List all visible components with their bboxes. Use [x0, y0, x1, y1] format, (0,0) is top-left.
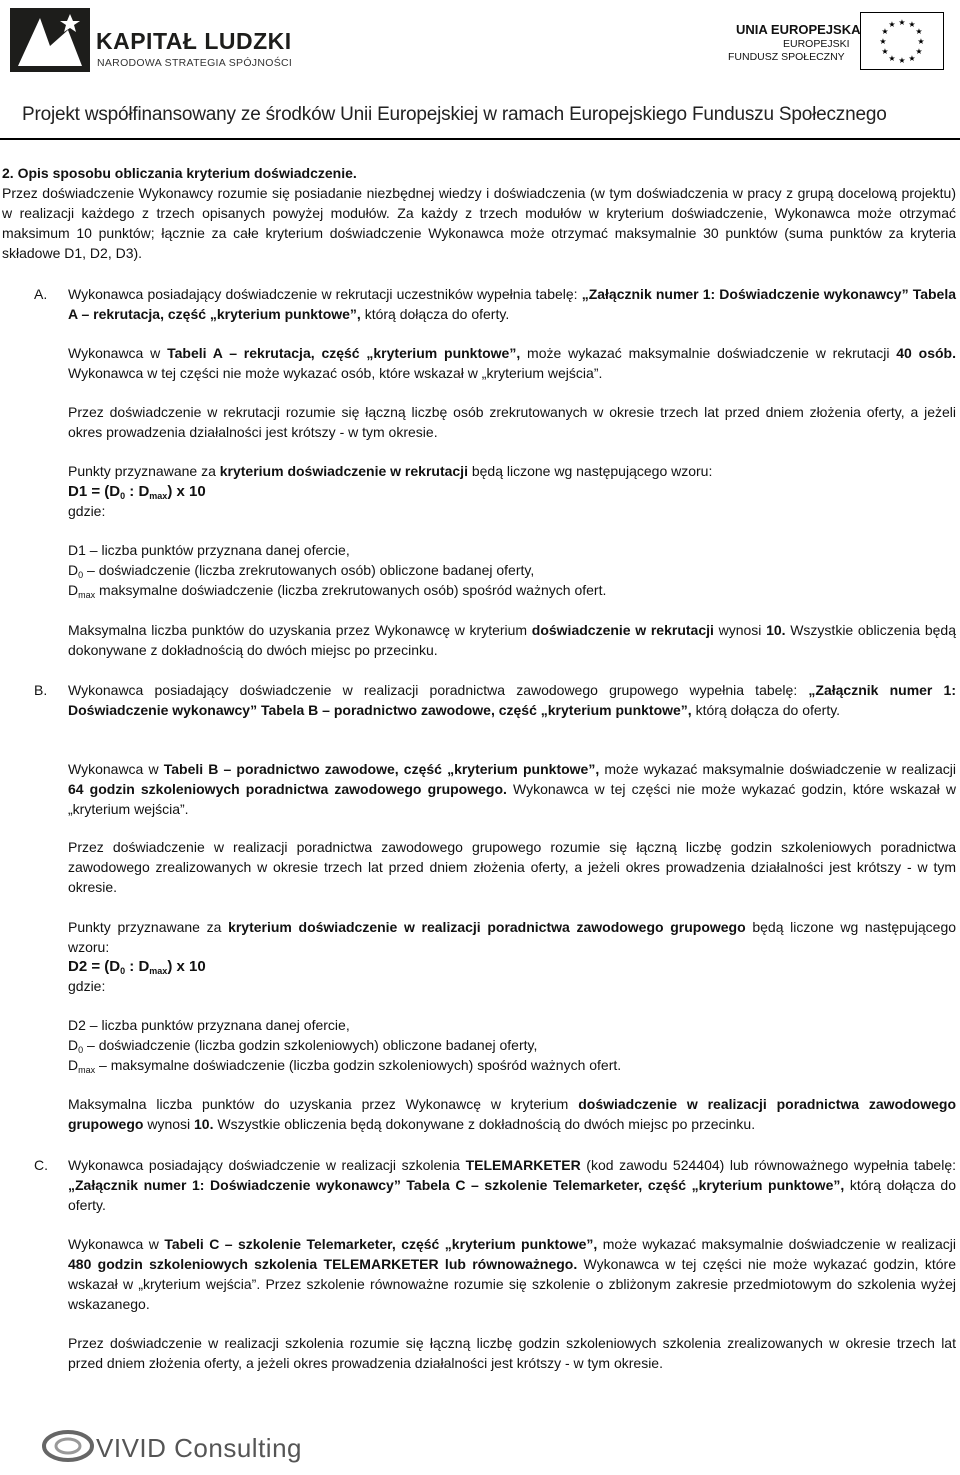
kapital-ludzki-subtitle: NARODOWA STRATEGIA SPÓJNOŚCI — [97, 57, 293, 69]
b-paragraph-2: Wykonawca w Tabeli B – poradnictwo zawodowe, część „kryterium punktowe”, może wykazać maksymalnie doświadczenie w realizacji 64 godzin szkoleniowych poradnictwa zawodowego grupowego. Wykonawca w tej części nie może wykazać godzin, które wskazał w „kryterium wejścia”. — [68, 761, 957, 817]
b-def-d2: D2 – liczba punktów przyznana danej ofercie, — [68, 1017, 350, 1033]
a-def-d0: $D_0$ – doświadczenie (liczba zrekrutowanych osób) obliczone badanej oferty, — [68, 562, 535, 580]
c-paragraph-2: Wykonawca w Tabeli C – szkolenie Telemarketer, część „kryterium punktowe”, może wykazać maksymalnie doświadczenie w realizacji 480 godzin szkoleniowych szkolenia TELEMARKETER lub równoważnego. Wykonawca w tej części nie może wykazać godzin, które wskazał w „kryterium wejścia”. Przez szkolenie równoważne rozumie się szkolenie o zbliżonym zakresie przedmiotowym do szkolenia wyżej wskazanego. — [68, 1236, 957, 1312]
project-cofinancing-line: Projekt współfinansowany ze środków Unii Europejskiej w ramach Europejskiego Funduszu Społecznego — [22, 104, 887, 125]
eu-label-line3: FUNDUSZ SPOŁECZNY — [728, 51, 845, 63]
b-def-d0: $D_0$ – doświadczenie (liczba godzin szkoleniowych) obliczone badanej oferty, — [68, 1037, 538, 1055]
a-paragraph-5: Maksymalna liczba punktów do uzyskania przez Wykonawcę w kryterium doświadczenie w rekrutacji wynosi 10. Wszystkie obliczenia będą dokonywane z dokładnością do dwóch miejsc po przecinku. — [68, 622, 956, 658]
svg-text:★: ★ — [881, 47, 889, 56]
item-label-a: A. — [34, 286, 48, 302]
svg-text:★: ★ — [881, 27, 889, 36]
svg-text:★: ★ — [915, 47, 923, 56]
item-label-c: C. — [34, 1157, 48, 1173]
c-paragraph-1: Wykonawca posiadający doświadczenie w realizacji szkolenia TELEMARKETER (kod zawodu 524404) lub równoważnego wypełnia tabelę: „Załącznik numer 1: Doświadczenie wykonawcy” Tabela C – szkolenie Telemarketer, część „kryterium punktowe”, którą dołącza do oferty. — [68, 1157, 957, 1213]
header-divider — [0, 138, 960, 140]
a-gdzie: gdzie: — [68, 503, 106, 519]
svg-text:★: ★ — [888, 20, 896, 29]
b-formula: $D2 = (D_0$ : $D_{max}$) x 10 — [68, 958, 206, 976]
b-def-dmax: $D_{max}$ – maksymalne doświadczenie (liczba godzin szkoleniowych) spośród ważnych ofert. — [68, 1057, 622, 1075]
item-label-b: B. — [34, 682, 48, 698]
a-def-d1: D1 – liczba punktów przyznana danej ofercie, — [68, 542, 350, 558]
a-paragraph-2: Wykonawca w Tabeli A – rekrutacja, część „kryterium punktowe”, może wykazać maksymalnie doświadczenie w rekrutacji 40 osób. Wykonawca w tej części nie może wykazać osób, które wskazał w „kryterium wejścia”. — [68, 345, 956, 381]
svg-text:★: ★ — [908, 20, 916, 29]
eu-flag-icon — [860, 12, 944, 70]
a-paragraph-1: Wykonawca posiadający doświadczenie w rekrutacji uczestników wypełnia tabelę: „Załącznik numer 1: Doświadczenie wykonawcy” Tabela A – rekrutacja, część „kryterium punktowe”, którą dołącza do oferty. — [68, 286, 957, 322]
svg-text:★: ★ — [908, 54, 916, 63]
a-paragraph-3: Przez doświadczenie w rekrutacji rozumie się łączną liczbę osób zrekrutowanych w okresie trzech lat przed dniem złożenia oferty, a jeżeli okres prowadzenia działalności jest krótszy - w tym okresie. — [68, 404, 956, 440]
svg-text:★: ★ — [888, 54, 896, 63]
svg-text:★: ★ — [915, 27, 923, 36]
b-paragraph-3: Przez doświadczenie w realizacji poradnictwa zawodowego grupowego rozumie się łączną liczbę godzin szkoleniowych poradnictwa zawodowego zrealizowanych w okresie trzech lat przed dniem złożenia oferty, a jeżeli okres prowadzenia działalności jest krótszy - w tym okresie. — [68, 839, 956, 895]
eu-label-line2: EUROPEJSKI — [783, 38, 850, 50]
section-heading: 2. Opis sposobu obliczania kryterium doświadczenie. — [2, 165, 357, 181]
vivid-consulting-logo-icon — [40, 1426, 100, 1466]
a-def-dmax: $D_{max}$ maksymalne doświadczenie (liczba zrekrutowanych osób) spośród ważnych ofert. — [68, 582, 607, 600]
b-paragraph-4: Punkty przyznawane za kryterium doświadczenie w realizacji poradnictwa zawodowego grupowego będą liczone wg następującego wzoru: — [68, 919, 957, 955]
svg-text:★: ★ — [898, 18, 906, 27]
a-formula: $D1 = (D_0$ : $D_{max}$) x 10 — [68, 483, 206, 501]
eu-label-line1: UNIA EUROPEJSKA — [736, 22, 861, 37]
svg-text:★: ★ — [917, 37, 925, 46]
vivid-consulting-text: VIVID Consulting — [96, 1433, 302, 1463]
kapital-ludzki-title: KAPITAŁ LUDZKI — [96, 28, 292, 54]
a-paragraph-4: Punkty przyznawane za kryterium doświadczenie w rekrutacji będą liczone wg następującego wzoru: — [68, 463, 713, 479]
section-intro: Przez doświadczenie Wykonawcy rozumie się posiadanie niezbędnej wiedzy i doświadczenia (w tym doświadczenia w pracy z grupą docelową projektu) w realizacji każdego z trzech opisanych powyżej modułów. Za każdy z trzech modułów w kryterium doświadczenie, Wykonawca może otrzymać maksimum 10 punktów; łącznie za całe kryterium doświadczenie Wykonawca może otrzymać maksymalnie 30 punktów (suma punktów za kryteria składowe D1, D2, D3). — [2, 185, 956, 261]
b-paragraph-1: Wykonawca posiadający doświadczenie w realizacji poradnictwa zawodowego grupowego wypełnia tabelę: „Załącznik numer 1: Doświadczenie wykonawcy” Tabela B – poradnictwo zawodowe, część „kryterium punktowe”, którą dołącza do oferty. — [68, 682, 956, 718]
c-paragraph-3: Przez doświadczenie w realizacji szkolenia rozumie się łączną liczbę godzin szkoleniowych szkolenia zrealizowanych w okresie trzech lat przed dniem złożenia oferty, a jeżeli okres prowadzenia działalności jest krótszy - w tym okresie. — [68, 1335, 956, 1371]
b-paragraph-5: Maksymalna liczba punktów do uzyskania przez Wykonawcę w kryterium doświadczenie w realizacji poradnictwa zawodowego grupowego wynosi 10. Wszystkie obliczenia będą dokonywane z dokładnością do dwóch miejsc po przecinku. — [68, 1096, 957, 1132]
svg-text:★: ★ — [898, 56, 906, 65]
svg-text:★: ★ — [879, 37, 887, 46]
b-gdzie: gdzie: — [68, 978, 106, 994]
